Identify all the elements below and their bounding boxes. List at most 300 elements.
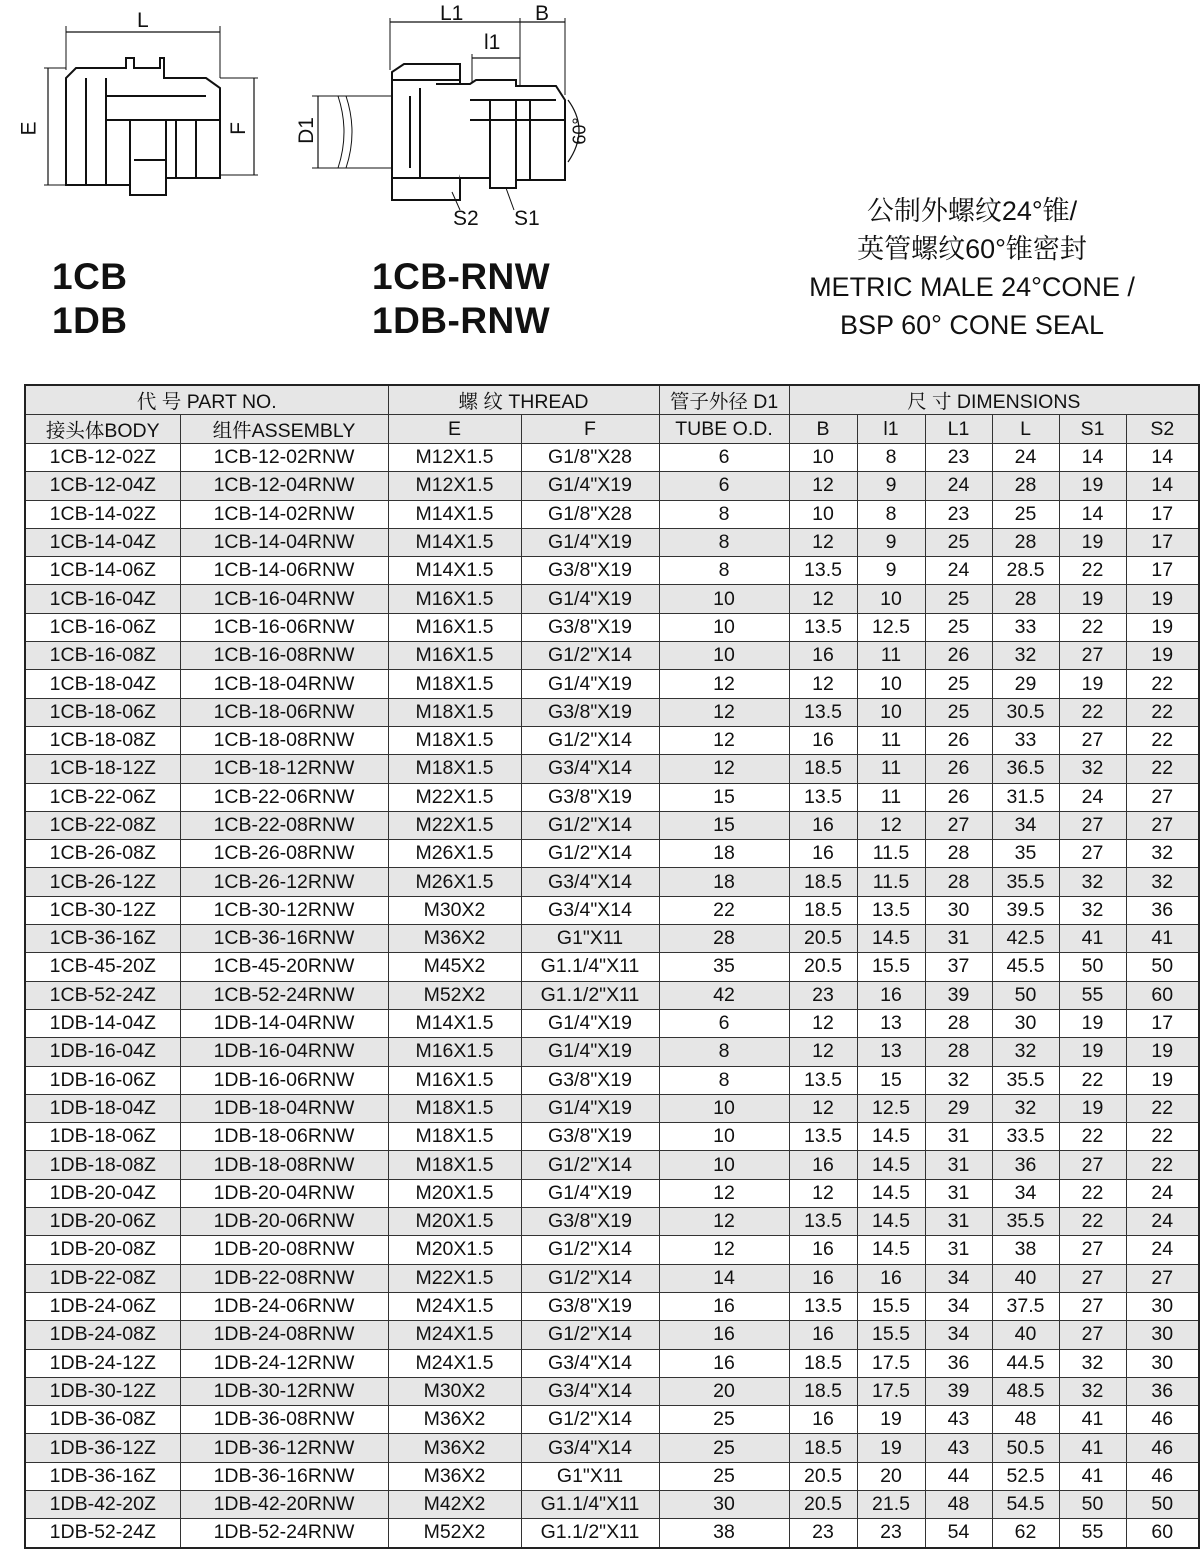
cell-f: G1/2"X14: [521, 1321, 659, 1349]
cell-assembly: 1CB-30-12RNW: [180, 896, 388, 924]
cell-l1: 25: [925, 670, 992, 698]
cell-l1-small: 19: [857, 1406, 925, 1434]
cell-s2: 22: [1126, 1123, 1199, 1151]
cell-l1: 31: [925, 1236, 992, 1264]
cell-body: 1CB-12-02Z: [25, 444, 180, 472]
cell-body: 1DB-30-12Z: [25, 1377, 180, 1405]
cell-f: G1/2"X14: [521, 1151, 659, 1179]
cell-l1: 39: [925, 981, 992, 1009]
cell-f: G1/2"X14: [521, 1406, 659, 1434]
cell-s2: 50: [1126, 1490, 1199, 1518]
cell-s1: 55: [1059, 981, 1126, 1009]
cell-l1: 23: [925, 444, 992, 472]
cell-assembly: 1CB-14-02RNW: [180, 500, 388, 528]
cell-b: 10: [789, 500, 857, 528]
cell-s2: 30: [1126, 1292, 1199, 1320]
cell-l1: 28: [925, 868, 992, 896]
table-row: [25, 925, 1199, 953]
cell-tube-od: 12: [659, 726, 789, 754]
cell-e: M16X1.5: [388, 642, 521, 670]
cell-l1-small: 20: [857, 1462, 925, 1490]
table-row: [25, 1349, 1199, 1377]
cell-l1-small: 9: [857, 528, 925, 556]
cell-s1: 19: [1059, 670, 1126, 698]
cell-l: 28.5: [992, 557, 1059, 585]
cell-f: G3/4"X14: [521, 1377, 659, 1405]
cell-body: 1CB-52-24Z: [25, 981, 180, 1009]
table-row: [25, 613, 1199, 641]
title-en-line-2: BSP 60° CONE SEAL: [840, 310, 1104, 340]
header-tube-od-2: TUBE O.D.: [659, 415, 789, 444]
cell-f: G3/8"X19: [521, 1123, 659, 1151]
cell-f: G3/4"X14: [521, 896, 659, 924]
cell-body: 1DB-24-08Z: [25, 1321, 180, 1349]
cell-tube-od: 8: [659, 1038, 789, 1066]
cell-s1: 19: [1059, 1038, 1126, 1066]
table-row: [25, 896, 1199, 924]
cell-l1-small: 15: [857, 1066, 925, 1094]
cell-l: 33.5: [992, 1123, 1059, 1151]
cell-assembly: 1CB-16-06RNW: [180, 613, 388, 641]
cell-b: 13.5: [789, 698, 857, 726]
cell-body: 1DB-22-08Z: [25, 1264, 180, 1292]
cell-s2: 17: [1126, 500, 1199, 528]
cell-s2: 27: [1126, 783, 1199, 811]
cell-l1-small: 15.5: [857, 1321, 925, 1349]
header-body: 接头体BODY: [25, 415, 180, 444]
cell-e: M22X1.5: [388, 783, 521, 811]
cell-b: 16: [789, 840, 857, 868]
header-thread: 螺 纹 THREAD: [388, 385, 659, 415]
cell-l1: 31: [925, 925, 992, 953]
cell-f: G1/2"X14: [521, 726, 659, 754]
cell-l1-small: 8: [857, 444, 925, 472]
cell-l1-small: 11: [857, 726, 925, 754]
cell-l1: 25: [925, 698, 992, 726]
cell-s1: 19: [1059, 585, 1126, 613]
cell-s2: 19: [1126, 642, 1199, 670]
cell-tube-od: 16: [659, 1349, 789, 1377]
cell-l: 35: [992, 840, 1059, 868]
cell-e: M26X1.5: [388, 840, 521, 868]
title-cn-line-1: 公制外螺纹24°锥/: [866, 196, 1078, 226]
cell-s2: 32: [1126, 868, 1199, 896]
header-l1-small: l1: [857, 415, 925, 444]
cell-l1-small: 8: [857, 500, 925, 528]
cell-f: G1/8"X28: [521, 444, 659, 472]
cell-f: G1/2"X14: [521, 642, 659, 670]
cell-s2: 46: [1126, 1434, 1199, 1462]
cell-l1: 48: [925, 1490, 992, 1518]
cell-body: 1DB-24-06Z: [25, 1292, 180, 1320]
cell-e: M24X1.5: [388, 1321, 521, 1349]
cell-l1-small: 10: [857, 585, 925, 613]
header-b: B: [789, 415, 857, 444]
cell-s1: 41: [1059, 1434, 1126, 1462]
cell-assembly: 1CB-52-24RNW: [180, 981, 388, 1009]
cell-l1: 26: [925, 755, 992, 783]
cell-l1-small: 9: [857, 557, 925, 585]
title-en-line-1: METRIC MALE 24°CONE /: [809, 272, 1135, 302]
cell-l: 38: [992, 1236, 1059, 1264]
cell-s1: 27: [1059, 1292, 1126, 1320]
table-row: [25, 670, 1199, 698]
cell-l1: 29: [925, 1094, 992, 1122]
cell-assembly: 1CB-22-06RNW: [180, 783, 388, 811]
cell-tube-od: 12: [659, 1208, 789, 1236]
cell-f: G3/4"X14: [521, 1434, 659, 1462]
cell-e: M36X2: [388, 925, 521, 953]
cell-b: 12: [789, 585, 857, 613]
cell-body: 1DB-16-04Z: [25, 1038, 180, 1066]
cell-b: 18.5: [789, 868, 857, 896]
cell-l: 25: [992, 500, 1059, 528]
cell-assembly: 1DB-18-04RNW: [180, 1094, 388, 1122]
cell-s1: 32: [1059, 1377, 1126, 1405]
cell-b: 12: [789, 1179, 857, 1207]
cell-tube-od: 15: [659, 783, 789, 811]
cell-l1-small: 15.5: [857, 1292, 925, 1320]
cell-b: 13.5: [789, 1066, 857, 1094]
cell-b: 10: [789, 444, 857, 472]
cell-tube-od: 8: [659, 1066, 789, 1094]
cell-s2: 17: [1126, 557, 1199, 585]
cell-l: 35.5: [992, 868, 1059, 896]
cell-l1-small: 11.5: [857, 840, 925, 868]
cell-e: M16X1.5: [388, 1038, 521, 1066]
cell-s1: 55: [1059, 1519, 1126, 1548]
cell-e: M18X1.5: [388, 1151, 521, 1179]
cell-assembly: 1CB-26-08RNW: [180, 840, 388, 868]
cell-assembly: 1DB-14-04RNW: [180, 1009, 388, 1037]
cell-tube-od: 15: [659, 811, 789, 839]
cell-b: 20.5: [789, 925, 857, 953]
cell-b: 16: [789, 726, 857, 754]
cell-b: 13.5: [789, 1123, 857, 1151]
cell-b: 16: [789, 1264, 857, 1292]
cell-l: 30: [992, 1009, 1059, 1037]
cell-s2: 27: [1126, 1264, 1199, 1292]
cell-assembly: 1DB-22-08RNW: [180, 1264, 388, 1292]
table-row: [25, 1434, 1199, 1462]
cell-e: M18X1.5: [388, 755, 521, 783]
cell-l1-small: 21.5: [857, 1490, 925, 1518]
cell-s1: 19: [1059, 472, 1126, 500]
table-row: [25, 1009, 1199, 1037]
cell-assembly: 1DB-20-06RNW: [180, 1208, 388, 1236]
cell-l1: 39: [925, 1377, 992, 1405]
table-row: [25, 755, 1199, 783]
cell-assembly: 1CB-14-06RNW: [180, 557, 388, 585]
cell-e: M18X1.5: [388, 698, 521, 726]
cell-s1: 32: [1059, 755, 1126, 783]
cell-e: M36X2: [388, 1462, 521, 1490]
cell-l: 45.5: [992, 953, 1059, 981]
spec-table: [24, 384, 1200, 1549]
cell-l: 48: [992, 1406, 1059, 1434]
cell-l1-small: 14.5: [857, 1179, 925, 1207]
cell-s2: 36: [1126, 896, 1199, 924]
cell-tube-od: 25: [659, 1406, 789, 1434]
cell-tube-od: 20: [659, 1377, 789, 1405]
cell-s1: 27: [1059, 811, 1126, 839]
header-dimensions: 尺 寸 DIMENSIONS: [789, 385, 1199, 415]
cell-tube-od: 28: [659, 925, 789, 953]
table-row: [25, 698, 1199, 726]
cell-body: 1CB-18-12Z: [25, 755, 180, 783]
cell-l1-small: 12: [857, 811, 925, 839]
cell-body: 1DB-18-04Z: [25, 1094, 180, 1122]
cell-b: 20.5: [789, 1490, 857, 1518]
cell-assembly: 1CB-18-12RNW: [180, 755, 388, 783]
table-row: [25, 1321, 1199, 1349]
cell-assembly: 1DB-16-06RNW: [180, 1066, 388, 1094]
cell-assembly: 1DB-18-06RNW: [180, 1123, 388, 1151]
dim-label-L1: L1: [440, 2, 464, 25]
cell-l: 28: [992, 528, 1059, 556]
cell-e: M22X1.5: [388, 1264, 521, 1292]
cell-body: 1DB-20-08Z: [25, 1236, 180, 1264]
cell-l1: 31: [925, 1179, 992, 1207]
cell-assembly: 1DB-30-12RNW: [180, 1377, 388, 1405]
code-1cb-rnw: 1CB-RNW: [372, 256, 551, 297]
cell-s1: 27: [1059, 642, 1126, 670]
cell-f: G1/4"X19: [521, 670, 659, 698]
cell-b: 13.5: [789, 613, 857, 641]
cell-e: M18X1.5: [388, 726, 521, 754]
cell-e: M20X1.5: [388, 1208, 521, 1236]
header-assembly: 组件ASSEMBLY: [180, 415, 388, 444]
cell-b: 12: [789, 1094, 857, 1122]
cell-l: 37.5: [992, 1292, 1059, 1320]
cell-e: M14X1.5: [388, 528, 521, 556]
cell-tube-od: 12: [659, 670, 789, 698]
header-l1: L1: [925, 415, 992, 444]
cell-body: 1DB-36-16Z: [25, 1462, 180, 1490]
cell-e: M22X1.5: [388, 811, 521, 839]
cell-assembly: 1CB-18-06RNW: [180, 698, 388, 726]
title-cn-line-2: 英管螺纹60°锥密封: [857, 234, 1087, 264]
cell-s1: 27: [1059, 1236, 1126, 1264]
cell-l1-small: 11: [857, 642, 925, 670]
cell-s1: 22: [1059, 698, 1126, 726]
table-row: [25, 953, 1199, 981]
cell-body: 1DB-14-04Z: [25, 1009, 180, 1037]
cell-assembly: 1CB-14-04RNW: [180, 528, 388, 556]
cell-tube-od: 6: [659, 472, 789, 500]
cell-f: G3/8"X19: [521, 783, 659, 811]
table-row: [25, 1208, 1199, 1236]
cell-s1: 50: [1059, 953, 1126, 981]
cell-l1: 37: [925, 953, 992, 981]
cell-s2: 22: [1126, 1094, 1199, 1122]
cell-l: 48.5: [992, 1377, 1059, 1405]
cell-e: M12X1.5: [388, 472, 521, 500]
cell-l: 31.5: [992, 783, 1059, 811]
cell-f: G1/2"X14: [521, 811, 659, 839]
table-group-header-row: [25, 385, 1199, 415]
cell-l1-small: 9: [857, 472, 925, 500]
header-s2: S2: [1126, 415, 1199, 444]
cell-s2: 60: [1126, 1519, 1199, 1548]
cell-b: 12: [789, 1038, 857, 1066]
cell-assembly: 1DB-24-08RNW: [180, 1321, 388, 1349]
dim-label-S1: S1: [514, 207, 540, 230]
cell-s2: 19: [1126, 1038, 1199, 1066]
cell-l: 39.5: [992, 896, 1059, 924]
cell-l: 28: [992, 585, 1059, 613]
cell-tube-od: 12: [659, 1236, 789, 1264]
cell-s1: 24: [1059, 783, 1126, 811]
cell-s2: 46: [1126, 1462, 1199, 1490]
table-row: [25, 981, 1199, 1009]
cell-l1-small: 10: [857, 698, 925, 726]
cell-b: 16: [789, 1151, 857, 1179]
cell-assembly: 1DB-36-12RNW: [180, 1434, 388, 1462]
cell-l1: 30: [925, 896, 992, 924]
cell-b: 18.5: [789, 896, 857, 924]
cell-tube-od: 38: [659, 1519, 789, 1548]
cell-l1: 43: [925, 1406, 992, 1434]
table-row: [25, 811, 1199, 839]
cell-body: 1CB-36-16Z: [25, 925, 180, 953]
cell-assembly: 1CB-36-16RNW: [180, 925, 388, 953]
cell-tube-od: 10: [659, 1151, 789, 1179]
cell-e: M24X1.5: [388, 1349, 521, 1377]
header-tube-od-1: 管子外径 D1: [659, 385, 789, 415]
table-row: [25, 1038, 1199, 1066]
cell-body: 1DB-16-06Z: [25, 1066, 180, 1094]
header-part-no: 代 号 PART NO.: [25, 385, 388, 415]
table-row: [25, 1151, 1199, 1179]
cell-assembly: 1CB-18-08RNW: [180, 726, 388, 754]
cell-assembly: 1DB-20-08RNW: [180, 1236, 388, 1264]
cell-e: M14X1.5: [388, 500, 521, 528]
cell-body: 1CB-45-20Z: [25, 953, 180, 981]
cell-e: M45X2: [388, 953, 521, 981]
cell-assembly: 1DB-36-08RNW: [180, 1406, 388, 1434]
cell-l: 44.5: [992, 1349, 1059, 1377]
cell-l1-small: 14.5: [857, 1236, 925, 1264]
table-row: [25, 1264, 1199, 1292]
cell-body: 1CB-14-04Z: [25, 528, 180, 556]
cell-body: 1DB-36-12Z: [25, 1434, 180, 1462]
cell-assembly: 1CB-12-04RNW: [180, 472, 388, 500]
cell-body: 1CB-12-04Z: [25, 472, 180, 500]
cell-l1: 26: [925, 726, 992, 754]
cell-b: 16: [789, 642, 857, 670]
cell-s1: 22: [1059, 613, 1126, 641]
cell-f: G1"X11: [521, 1462, 659, 1490]
cell-l: 40: [992, 1264, 1059, 1292]
cell-l: 35.5: [992, 1066, 1059, 1094]
cell-f: G1/2"X14: [521, 1236, 659, 1264]
cell-tube-od: 8: [659, 500, 789, 528]
cell-l1-small: 19: [857, 1434, 925, 1462]
header-l: L: [992, 415, 1059, 444]
cell-body: 1CB-14-02Z: [25, 500, 180, 528]
cell-f: G1/8"X28: [521, 500, 659, 528]
cell-f: G1.1/2"X11: [521, 1519, 659, 1548]
table-row: [25, 1179, 1199, 1207]
cell-e: M16X1.5: [388, 585, 521, 613]
cell-f: G3/8"X19: [521, 1208, 659, 1236]
cell-l1-small: 16: [857, 1264, 925, 1292]
cell-b: 12: [789, 1009, 857, 1037]
cell-l: 50.5: [992, 1434, 1059, 1462]
cell-b: 18.5: [789, 1377, 857, 1405]
table-row: [25, 472, 1199, 500]
cell-body: 1CB-14-06Z: [25, 557, 180, 585]
code-1cb: 1CB: [52, 256, 128, 297]
cell-l1: 26: [925, 642, 992, 670]
cell-f: G1.1/4"X11: [521, 1490, 659, 1518]
cell-f: G1/4"X19: [521, 528, 659, 556]
cell-body: 1DB-52-24Z: [25, 1519, 180, 1548]
cell-body: 1DB-20-04Z: [25, 1179, 180, 1207]
cell-l1-small: 23: [857, 1519, 925, 1548]
cell-assembly: 1DB-16-04RNW: [180, 1038, 388, 1066]
cell-s2: 30: [1126, 1321, 1199, 1349]
dim-label-D1: D1: [294, 117, 318, 144]
cell-tube-od: 12: [659, 755, 789, 783]
cell-l1: 28: [925, 840, 992, 868]
code-1db-rnw: 1DB-RNW: [372, 300, 551, 341]
cell-l1-small: 16: [857, 981, 925, 1009]
cell-l1: 24: [925, 557, 992, 585]
cell-body: 1CB-30-12Z: [25, 896, 180, 924]
cell-assembly: 1CB-16-08RNW: [180, 642, 388, 670]
cell-body: 1CB-16-04Z: [25, 585, 180, 613]
cell-s1: 41: [1059, 1462, 1126, 1490]
cell-f: G1/4"X19: [521, 1094, 659, 1122]
cell-l1: 44: [925, 1462, 992, 1490]
cell-l1-small: 11: [857, 755, 925, 783]
cell-l1: 34: [925, 1264, 992, 1292]
cell-assembly: 1DB-52-24RNW: [180, 1519, 388, 1548]
cell-s1: 22: [1059, 1179, 1126, 1207]
cell-l: 35.5: [992, 1208, 1059, 1236]
table-row: [25, 1123, 1199, 1151]
cell-l: 28: [992, 472, 1059, 500]
cell-l1: 54: [925, 1519, 992, 1548]
cell-s1: 22: [1059, 1066, 1126, 1094]
cell-l1-small: 14.5: [857, 1151, 925, 1179]
cell-body: 1DB-36-08Z: [25, 1406, 180, 1434]
cell-s2: 22: [1126, 726, 1199, 754]
cell-e: M24X1.5: [388, 1292, 521, 1320]
cell-e: M42X2: [388, 1490, 521, 1518]
cell-s1: 27: [1059, 1321, 1126, 1349]
cell-body: 1CB-22-06Z: [25, 783, 180, 811]
cell-s2: 30: [1126, 1349, 1199, 1377]
cell-l: 32: [992, 1038, 1059, 1066]
cell-body: 1CB-18-06Z: [25, 698, 180, 726]
cell-tube-od: 16: [659, 1321, 789, 1349]
cell-body: 1CB-16-08Z: [25, 642, 180, 670]
table-row: [25, 840, 1199, 868]
cell-l: 34: [992, 1179, 1059, 1207]
cell-s2: 17: [1126, 528, 1199, 556]
cell-e: M18X1.5: [388, 1094, 521, 1122]
cell-s1: 22: [1059, 557, 1126, 585]
cell-f: G1.1/4"X11: [521, 953, 659, 981]
table-row: [25, 1462, 1199, 1490]
table-row: [25, 557, 1199, 585]
cell-l1: 28: [925, 1038, 992, 1066]
cell-assembly: 1CB-12-02RNW: [180, 444, 388, 472]
cell-s1: 32: [1059, 896, 1126, 924]
